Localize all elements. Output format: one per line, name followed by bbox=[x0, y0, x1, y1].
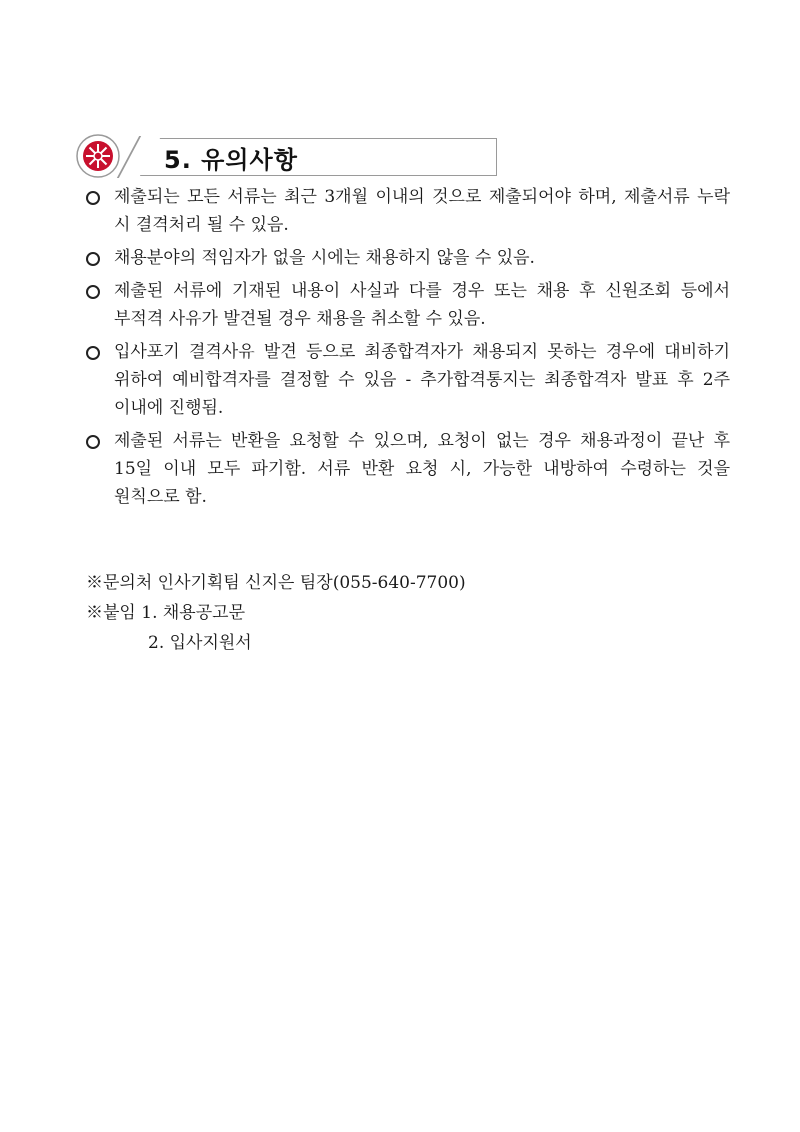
note-item bbox=[84, 277, 730, 333]
attachment-first bbox=[86, 598, 252, 628]
attachment-item: 2. 입사지원서 bbox=[148, 633, 252, 653]
note-item bbox=[84, 244, 730, 272]
note-text: 제출되는 모든 서류는 최근 3개월 이내의 것으로 제출되어야 하며, 제출서류 누락 시 결격처리 될 수 있음. bbox=[114, 187, 730, 235]
note-text: 제출된 서류는 반환을 요청할 수 있으며, 요청이 없는 경우 채용과정이 끝난 후 15일 이내 모두 파기함. 서류 반환 요청 시, 가능한 내방하여 수령하는 것을 원칙으로 함. bbox=[114, 431, 730, 507]
attachments-label: ※붙임 bbox=[86, 603, 136, 623]
note-text: 제출된 서류에 기재된 내용이 사실과 다를 경우 또는 채용 후 신원조회 등에서 부적격 사유가 발견될 경우 채용을 취소할 수 있음. bbox=[114, 281, 730, 329]
circle-bullet-icon bbox=[86, 346, 100, 360]
section-header bbox=[76, 134, 498, 180]
caritas-logo-icon bbox=[76, 134, 120, 178]
section-title: 5. 유의사항 bbox=[164, 146, 298, 174]
note-text: 채용분야의 적임자가 없을 시에는 채용하지 않을 수 있음. bbox=[114, 248, 535, 268]
attachment-second bbox=[86, 628, 252, 658]
circle-bullet-icon bbox=[86, 435, 100, 449]
note-item bbox=[84, 338, 730, 422]
notes-list bbox=[84, 183, 730, 516]
circle-bullet-icon bbox=[86, 285, 100, 299]
note-item bbox=[84, 427, 730, 511]
circle-bullet-icon bbox=[86, 191, 100, 205]
circle-bullet-icon bbox=[86, 252, 100, 266]
attachment-item: 1. 채용공고문 bbox=[141, 603, 245, 623]
attachments bbox=[86, 598, 252, 658]
note-text: 입사포기 결격사유 발견 등으로 최종합격자가 채용되지 못하는 경우에 대비하기 위하여 예비합격자를 결정할 수 있음 - 추가합격통지는 최종합격자 발표 후 2주 이내에 진행됨. bbox=[114, 342, 730, 418]
note-item bbox=[84, 183, 730, 239]
contact-info: ※문의처 인사기획팀 신지은 팀장(055-640-7700) bbox=[86, 573, 466, 593]
